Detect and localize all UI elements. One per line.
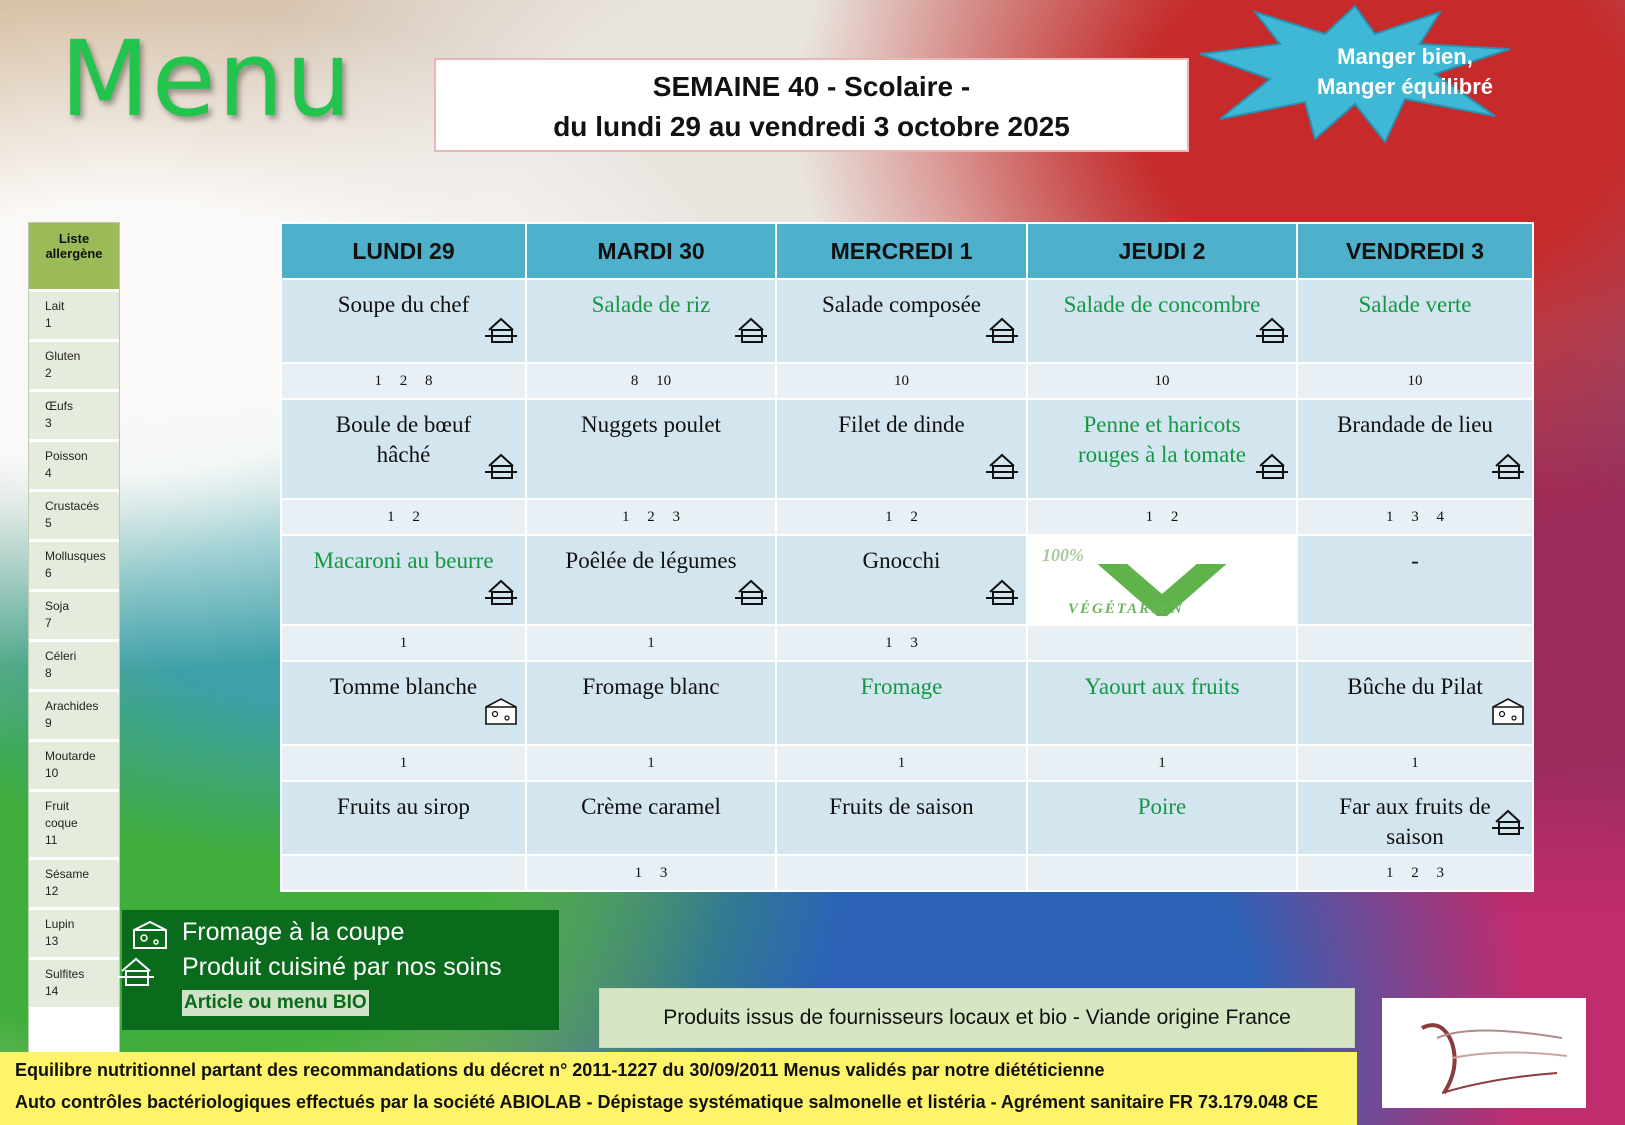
dish-name: Salade de riz xyxy=(591,292,711,317)
dish-name: Fruits au sirop xyxy=(337,794,470,819)
dish-cell xyxy=(526,535,776,625)
allergen-codes: 1 3 xyxy=(526,855,776,891)
allergen-codes xyxy=(281,855,526,891)
homemade-icon xyxy=(984,578,1020,616)
homemade-icon xyxy=(1254,452,1290,490)
allergen-row xyxy=(281,363,1533,399)
dish-name: Fruits de saison xyxy=(829,794,974,819)
allergen-row xyxy=(281,745,1533,781)
dish-cell xyxy=(776,781,1027,855)
week-title: SEMAINE 40 - Scolaire - xyxy=(652,71,971,102)
allergen-name: Fruit coque xyxy=(45,799,78,830)
menu-title: Menu xyxy=(60,18,354,140)
dish-cell xyxy=(776,535,1027,625)
allergen-number: 10 xyxy=(45,766,59,780)
dish-cell xyxy=(281,781,526,855)
allergen-codes: 1 2 xyxy=(776,499,1027,535)
allergen-item xyxy=(29,589,119,639)
allergen-codes: 1 2 8 xyxy=(281,363,526,399)
allergen-item xyxy=(29,957,119,1007)
dish-cell xyxy=(1297,535,1533,625)
homemade-icon xyxy=(733,578,769,616)
allergen-item xyxy=(29,289,119,339)
dish-name: Salade composée xyxy=(821,292,982,317)
allergen-item xyxy=(29,689,119,739)
allergen-name: Lait xyxy=(45,299,65,313)
allergen-name: Moutarde xyxy=(45,749,96,763)
dish-name: Salade de concombre xyxy=(1063,292,1261,317)
dish-cell xyxy=(1027,661,1297,745)
dish-name: Salade verte xyxy=(1358,292,1472,317)
days-header-row xyxy=(281,223,1533,279)
legend-box xyxy=(122,910,559,1030)
homemade-icon xyxy=(1254,316,1290,354)
allergen-codes xyxy=(776,855,1027,891)
dish-cell xyxy=(526,279,776,363)
dish-cell xyxy=(1027,781,1297,855)
caterer-logo-image xyxy=(1382,998,1586,1108)
vegetarian-badge xyxy=(1027,535,1297,625)
allergen-codes: 1 xyxy=(281,625,526,661)
allergen-number: 11 xyxy=(45,833,58,847)
dish-cell xyxy=(776,399,1027,499)
allergen-item xyxy=(29,339,119,389)
homemade-icon xyxy=(1490,808,1526,846)
allergen-item xyxy=(29,739,119,789)
allergen-list xyxy=(28,222,120,1056)
allergen-list-title: Liste allergène xyxy=(29,223,119,289)
allergen-number: 1 xyxy=(45,316,52,330)
dish-cell xyxy=(526,661,776,745)
caterer-logo xyxy=(1382,998,1586,1108)
day-header: JEUDI 2 xyxy=(1027,223,1297,279)
allergen-codes: 1 2 xyxy=(1027,499,1297,535)
allergen-name: Sulfites xyxy=(45,967,85,981)
allergen-codes: 10 xyxy=(1027,363,1297,399)
homemade-icon xyxy=(1490,452,1526,490)
homemade-icon xyxy=(483,452,519,490)
allergen-item xyxy=(29,857,119,907)
allergen-name: Céleri xyxy=(45,649,77,663)
cheese-icon xyxy=(1490,696,1526,736)
cheese-icon xyxy=(483,696,519,736)
allergen-codes: 1 2 xyxy=(281,499,526,535)
dish-cell xyxy=(1297,399,1533,499)
dish-cell xyxy=(281,279,526,363)
allergen-number: 8 xyxy=(45,666,52,680)
day-header: VENDREDI 3 xyxy=(1297,223,1533,279)
allergen-item xyxy=(29,907,119,957)
allergen-item xyxy=(29,489,119,539)
allergen-number: 6 xyxy=(45,566,52,580)
allergen-item xyxy=(29,789,119,857)
dish-name: Nuggets poulet xyxy=(581,412,721,437)
dish-cell xyxy=(281,661,526,745)
dish-name: Far aux fruits de saison xyxy=(1339,794,1491,849)
allergen-item xyxy=(29,389,119,439)
legend-homemade: Produit cuisiné par nos soins xyxy=(182,953,502,981)
allergen-codes xyxy=(1297,625,1533,661)
allergen-name: Sésame xyxy=(45,867,90,881)
dish-cell xyxy=(281,399,526,499)
day-header: LUNDI 29 xyxy=(281,223,526,279)
allergen-codes: 1 xyxy=(526,625,776,661)
allergen-name: Poisson xyxy=(45,449,88,463)
allergen-number: 14 xyxy=(45,984,59,998)
dish-name: Poêlée de légumes xyxy=(565,548,737,573)
allergen-number: 4 xyxy=(45,466,52,480)
allergen-name: Crustacés xyxy=(45,499,100,513)
day-header: MARDI 30 xyxy=(526,223,776,279)
dish-name: Penne et haricots rouges à la tomate xyxy=(1078,412,1246,467)
course-row xyxy=(281,661,1533,745)
course-row xyxy=(281,399,1533,499)
course-row xyxy=(281,279,1533,363)
allergen-codes: 10 xyxy=(1297,363,1533,399)
allergen-row xyxy=(281,499,1533,535)
legend-bio: Article ou menu BIO xyxy=(182,990,369,1016)
dish-name: Boule de bœuf hâché xyxy=(335,412,472,467)
dish-name: Fromage blanc xyxy=(582,674,720,699)
legend-cheese: Fromage à la coupe xyxy=(182,918,405,946)
allergen-codes: 1 xyxy=(281,745,526,781)
dish-cell xyxy=(1297,279,1533,363)
footer-line-1: Equilibre nutritionnel partant des recommandations du décret n° 2011-1227 du 30/09/2011 Menus validés par notre diététicienne xyxy=(15,1060,1105,1080)
allergen-name: Lupin xyxy=(45,917,75,931)
allergen-item xyxy=(29,539,119,589)
allergen-codes: 1 3 xyxy=(776,625,1027,661)
allergen-codes: 1 xyxy=(526,745,776,781)
local-products-note: Produits issus de fournisseurs locaux et bio - Viande origine France xyxy=(599,988,1355,1048)
dish-cell xyxy=(1027,399,1297,499)
allergen-codes: 8 10 xyxy=(526,363,776,399)
homemade-icon xyxy=(116,955,156,989)
homemade-icon xyxy=(984,452,1020,490)
homemade-icon xyxy=(483,316,519,354)
allergen-number: 12 xyxy=(45,884,59,898)
allergen-item xyxy=(29,639,119,689)
dish-name: Poire xyxy=(1137,794,1187,819)
dish-name: Filet de dinde xyxy=(838,412,965,437)
allergen-number: 5 xyxy=(45,516,52,530)
allergen-row xyxy=(281,625,1533,661)
allergen-number: 3 xyxy=(45,416,52,430)
dish-cell xyxy=(1297,661,1533,745)
dish-cell xyxy=(1027,279,1297,363)
allergen-codes: 1 3 4 xyxy=(1297,499,1533,535)
allergen-item xyxy=(29,439,119,489)
dish-name: Brandade de lieu xyxy=(1337,412,1493,437)
dish-cell xyxy=(526,399,776,499)
dish-name: Macaroni au beurre xyxy=(313,548,494,573)
allergen-codes: 10 xyxy=(776,363,1027,399)
allergen-number: 2 xyxy=(45,366,52,380)
homemade-icon xyxy=(984,316,1020,354)
allergen-name: Soja xyxy=(45,599,70,613)
week-banner xyxy=(434,58,1189,152)
dish-cell xyxy=(526,781,776,855)
allergen-row xyxy=(281,855,1533,891)
allergen-codes: 1 xyxy=(776,745,1027,781)
allergen-codes: 1 xyxy=(1027,745,1297,781)
week-dates: du lundi 29 au vendredi 3 octobre 2025 xyxy=(553,111,1070,142)
homemade-icon xyxy=(483,578,519,616)
day-header: MERCREDI 1 xyxy=(776,223,1027,279)
dish-cell xyxy=(776,661,1027,745)
course-row xyxy=(281,781,1533,855)
allergen-name: Mollusques xyxy=(45,549,106,563)
dish-name: Crème caramel xyxy=(581,794,721,819)
vegetarian-badge-top: 100% xyxy=(1042,545,1084,565)
dish-name: Bûche du Pilat xyxy=(1347,674,1483,699)
dish-name: Fromage xyxy=(860,674,943,699)
dish-cell xyxy=(1297,781,1533,855)
cheese-icon xyxy=(130,918,170,954)
dish-name: Yaourt aux fruits xyxy=(1084,674,1240,699)
dish-name: - xyxy=(1411,548,1419,573)
homemade-icon xyxy=(733,316,769,354)
allergen-codes: 1 2 3 xyxy=(526,499,776,535)
allergen-name: Gluten xyxy=(45,349,81,363)
footer-banner xyxy=(0,1052,1357,1125)
allergen-codes xyxy=(1027,625,1297,661)
slogan: Manger bien, Manger équilibré xyxy=(1316,44,1494,99)
dish-name: Soupe du chef xyxy=(337,292,470,317)
course-row xyxy=(281,535,1533,625)
allergen-name: Œufs xyxy=(45,399,74,413)
allergen-codes xyxy=(1027,855,1297,891)
dish-cell xyxy=(776,279,1027,363)
allergen-number: 13 xyxy=(45,934,59,948)
allergen-number: 9 xyxy=(45,716,52,730)
dish-name: Tomme blanche xyxy=(329,674,478,699)
dish-cell xyxy=(281,535,526,625)
allergen-codes: 1 xyxy=(1297,745,1533,781)
allergen-name: Arachides xyxy=(45,699,99,713)
dish-name: Gnocchi xyxy=(862,548,941,573)
allergen-codes: 1 2 3 xyxy=(1297,855,1533,891)
allergen-number: 7 xyxy=(45,616,52,630)
vegetarian-badge-bottom: VÉGÉTARIEN xyxy=(1068,601,1184,617)
footer-line-2: Auto contrôles bactériologiques effectués par la société ABIOLAB - Dépistage systématique salmonelle et listéria - Agrément sanitaire FR 73.179.048 CE xyxy=(15,1092,1319,1112)
menu-table xyxy=(280,222,1534,892)
